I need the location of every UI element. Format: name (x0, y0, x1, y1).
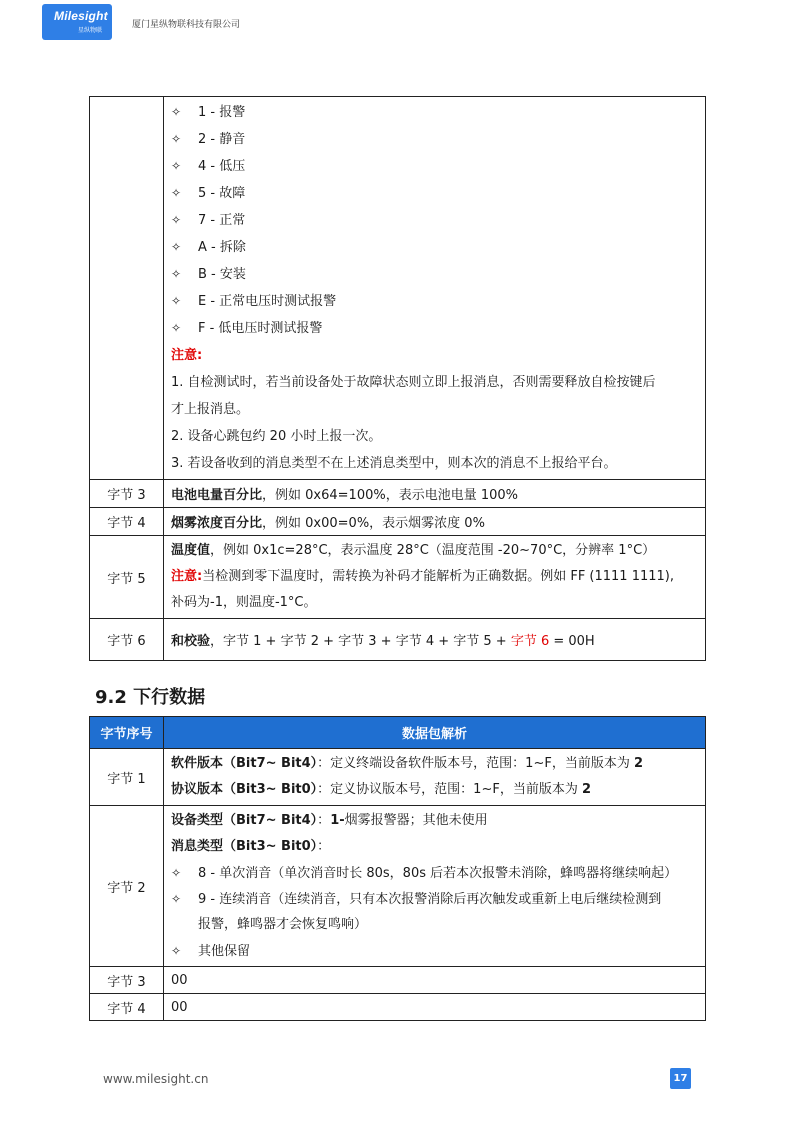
bullet-item: ✧ 7 - 正常 (171, 207, 705, 234)
table-row (90, 480, 706, 508)
table-row (90, 806, 706, 967)
temperature-note-line: 补码为-1，则温度-1°C。 (171, 595, 317, 610)
logo-text: Milesight (54, 9, 108, 23)
byte-label: 字节 6 (90, 619, 164, 661)
byte-description (164, 806, 706, 967)
message-type-cell (164, 97, 706, 480)
bullet-item: ✧ B - 安装 (171, 261, 705, 288)
diamond-bullet-icon: ✧ (171, 866, 182, 880)
table-row (90, 749, 706, 806)
table-row (90, 508, 706, 536)
byte-label: 字节 4 (90, 508, 164, 536)
diamond-bullet-icon: ✧ (171, 294, 182, 308)
diamond-bullet-icon: ✧ (171, 321, 182, 335)
message-type-line: 消息类型（Bit3~ Bit0）： (171, 839, 331, 854)
device-type-line: 设备类型（Bit7~ Bit4）：1-烟雾报警器；其他未使用 (171, 813, 488, 828)
diamond-bullet-icon: ✧ (171, 892, 182, 906)
diamond-bullet-icon: ✧ (171, 132, 182, 146)
page-header (42, 4, 742, 40)
table-row (90, 536, 706, 619)
note-line: 1. 自检测试时，若当前设备处于故障状态则立即上报消息，否则需要释放自检按键后 (171, 375, 656, 390)
note-label: 注意: (171, 348, 203, 363)
column-header: 字节序号 (90, 717, 164, 749)
bullet-item: ✧ 4 - 低压 (171, 153, 705, 180)
table-header-row (90, 717, 706, 749)
bullet-item: ✧ 其他保留 (171, 938, 705, 964)
byte-label: 字节 4 (90, 994, 164, 1021)
byte-label: 字节 1 (90, 749, 164, 806)
note-line: 才上报消息。 (171, 402, 250, 417)
byte-description (164, 749, 706, 806)
byte-description: 烟雾浓度百分比，例如 0x00=0%，表示烟雾浓度 0% (164, 508, 706, 536)
logo-subtext: 星纵物联 (78, 27, 103, 34)
diamond-bullet-icon: ✧ (171, 240, 182, 254)
bullet-item: ✧ 2 - 静音 (171, 126, 705, 153)
bullet-item: ✧ 8 - 单次消音（单次消音时长 80s，80s 后若本次报警未消除，蜂鸣器将继续响起） (171, 860, 705, 886)
table-row (90, 994, 706, 1021)
byte-description: 电池电量百分比，例如 0x64=100%，表示电池电量 100% (164, 480, 706, 508)
column-header: 数据包解析 (164, 717, 706, 749)
footer-url: www.milesight.cn (103, 1072, 209, 1086)
temperature-line: 温度值，例如 0x1c=28°C，表示温度 28°C（温度范围 -20~70°C，分辨率 1°C） (171, 543, 656, 558)
table-row (90, 967, 706, 994)
bullet-item: ✧ 9 - 连续消音（连续消音，只有本次报警消除后再次触发或重新上电后继续检测到 (171, 886, 705, 912)
table-row (90, 97, 706, 480)
downlink-table (89, 716, 706, 1021)
table-cell-empty (90, 97, 164, 480)
diamond-bullet-icon: ✧ (171, 159, 182, 173)
diamond-bullet-icon: ✧ (171, 186, 182, 200)
company-name: 厦门星纵物联科技有限公司 (132, 20, 241, 30)
byte-description: 和校验，字节 1 + 字节 2 + 字节 3 + 字节 4 + 字节 5 + 字节 6 = 00H (164, 619, 706, 661)
note-line: 3. 若设备收到的消息类型不在上述消息类型中，则本次的消息不上报给平台。 (171, 456, 617, 471)
bullet-item: ✧ E - 正常电压时测试报警 (171, 288, 705, 315)
table-row (90, 619, 706, 661)
uplink-table-continued (89, 96, 706, 661)
diamond-bullet-icon: ✧ (171, 105, 182, 119)
bullet-continuation: 报警，蜂鸣器才会恢复鸣响） (198, 917, 368, 932)
bullet-item: ✧ 1 - 报警 (171, 99, 705, 126)
version-line: 软件版本（Bit7~ Bit4）：定义终端设备软件版本号，范围：1~F，当前版本为 2 (171, 756, 643, 771)
note-line: 2. 设备心跳包约 20 小时上报一次。 (171, 429, 382, 444)
page-number: 17 (670, 1068, 691, 1089)
bullet-item: ✧ F - 低电压时测试报警 (171, 315, 705, 342)
bullet-item: ✧ 5 - 故障 (171, 180, 705, 207)
milesight-logo (42, 4, 112, 40)
temperature-note-line: 注意:当检测到零下温度时，需转换为补码才能解析为正确数据。例如 FF (1111 1111), (171, 569, 674, 584)
section-title: 9.2 下行数据 (95, 687, 206, 708)
diamond-bullet-icon: ✧ (171, 267, 182, 281)
version-line: 协议版本（Bit3~ Bit0）：定义协议版本号，范围：1~F，当前版本为 2 (171, 782, 591, 797)
bullet-item: ✧ A - 拆除 (171, 234, 705, 261)
byte-value: 00 (164, 967, 706, 994)
byte-label: 字节 5 (90, 536, 164, 619)
byte-value: 00 (164, 994, 706, 1021)
diamond-bullet-icon: ✧ (171, 213, 182, 227)
byte-description (164, 536, 706, 619)
byte-label: 字节 2 (90, 806, 164, 967)
diamond-bullet-icon: ✧ (171, 944, 182, 958)
byte-label: 字节 3 (90, 967, 164, 994)
byte-label: 字节 3 (90, 480, 164, 508)
